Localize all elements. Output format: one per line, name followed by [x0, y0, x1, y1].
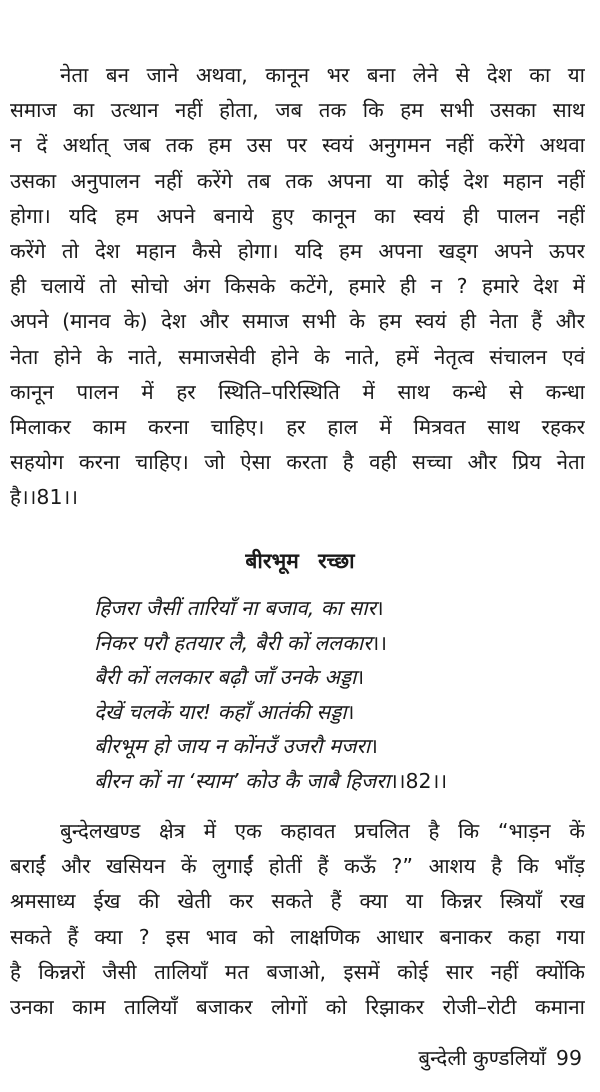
book-title: बुन्देली कुण्डलियाँ	[418, 1046, 546, 1070]
paragraph-line: अपने (मानव के) देश और समाज सभी के हम स्वयं ही नेता हैं और	[10, 309, 585, 334]
poem-line	[94, 764, 514, 799]
paragraph-line: ही चलायें तो सोचो अंग किसके कटेंगे, हमारे ही न ? हमारे देश में	[10, 274, 585, 299]
poem-line-text: बीरन कों ना ‘स्याम’ कोउ कै जाबै हिजरा	[94, 768, 390, 793]
paragraph-line: बराईं और खसियन कें लुगाईं होतीं हैं कऊँ ?” आशय है कि भाँड़	[10, 854, 585, 879]
paragraph-line: करेंगे तो देश महान कैसे होगा। यदि हम अपना खड्ग अपने ऊपर	[10, 238, 585, 263]
poem-line-end: ।	[370, 734, 378, 759]
poem-line-end: ।	[346, 699, 355, 724]
page-footer	[418, 1041, 582, 1075]
poem-line-text: हिजरा जैसीं तारियाँ ना बजाव, का सार	[94, 596, 376, 620]
paragraph-line: उनका काम तालियाँ बजाकर लोगों को रिझाकर रोजी–रोटी कमाना	[10, 994, 585, 1019]
poem-line-text: देखें चलकें यार! कहाँ आतंकी सड्डा	[94, 699, 347, 724]
paragraph-line: बुन्देलखण्ड क्षेत्र में एक कहावत प्रचलित है कि “भाड़न कें	[60, 819, 585, 843]
paragraph-line: है।।81।।	[10, 485, 79, 510]
poem-line	[94, 695, 514, 730]
poem-line	[94, 591, 514, 626]
paragraph-explanation	[10, 814, 585, 1025]
poem-line-end: ।	[375, 596, 384, 620]
poem-line-text: निकर परौ हतयार लै, बैरी कों ललकार	[94, 630, 372, 655]
paragraph-line: उसका अनुपालन नहीं करेंगे तब तक अपना या कोई देश महान नहीं	[10, 168, 585, 193]
paragraph-line: है किन्नरों जैसी तालियाँ मत बजाओ, इसमें कोई सार नहीं क्योंकि	[10, 959, 585, 984]
poem-line	[94, 729, 514, 764]
paragraph-line: होगा। यदि हम अपने बनाये हुए कानून का स्वयं ही पालन नहीं	[10, 203, 585, 228]
paragraph-line: न दें अर्थात् जब तक हम उस पर स्वयं अनुगमन नहीं करेंगे अथवा	[10, 133, 585, 158]
poem-line	[94, 660, 514, 695]
poem-line-end: ।	[356, 665, 365, 690]
poem-stanza	[94, 591, 514, 799]
paragraph-line: नेता बन जाने अथवा, कानून भर बना लेने से देश का या	[60, 63, 585, 87]
poem-line-end: ।।82।।	[389, 768, 448, 793]
poem-line-text: बैरी कों ललकार बढ़ौ जाँ उनके अड्डा	[94, 665, 357, 690]
paragraph-line: सहयोग करना चाहिए। जो ऐसा करता है वही सच्चा और प्रिय नेता	[10, 450, 585, 475]
poem-line-end: ।।	[371, 630, 388, 655]
paragraph-line: मिलाकर काम करना चाहिए। हर हाल में मित्रवत साथ रहकर	[10, 414, 585, 439]
section-heading: बीरभूम रच्छा	[245, 549, 355, 573]
paragraph-line: नेता होने के नाते, समाजसेवी होने के नाते, हमें नेतृत्व संचालन एवं	[10, 344, 585, 369]
paragraph-line: श्रमसाध्य ईख की खेती कर सकते हैं क्या या किन्नर स्त्रियाँ रख	[10, 889, 585, 914]
paragraph-line: समाज का उत्थान नहीं होता, जब तक कि हम सभी उसका साथ	[10, 98, 585, 123]
paragraph-line: कानून पालन में हर स्थिति–परिस्थिति में साथ कन्धे से कन्धा	[10, 379, 585, 404]
poem-line-text: बीरभूम हो जाय न कोंनउँ उजरौ मजरा	[94, 734, 371, 759]
paragraph-line: सकते हैं क्या ? इस भाव को लाक्षणिक आधार बनाकर कहा गया	[10, 924, 585, 949]
poem-line	[94, 626, 514, 661]
paragraph-intro	[10, 58, 585, 515]
page-number: 99	[555, 1046, 582, 1070]
